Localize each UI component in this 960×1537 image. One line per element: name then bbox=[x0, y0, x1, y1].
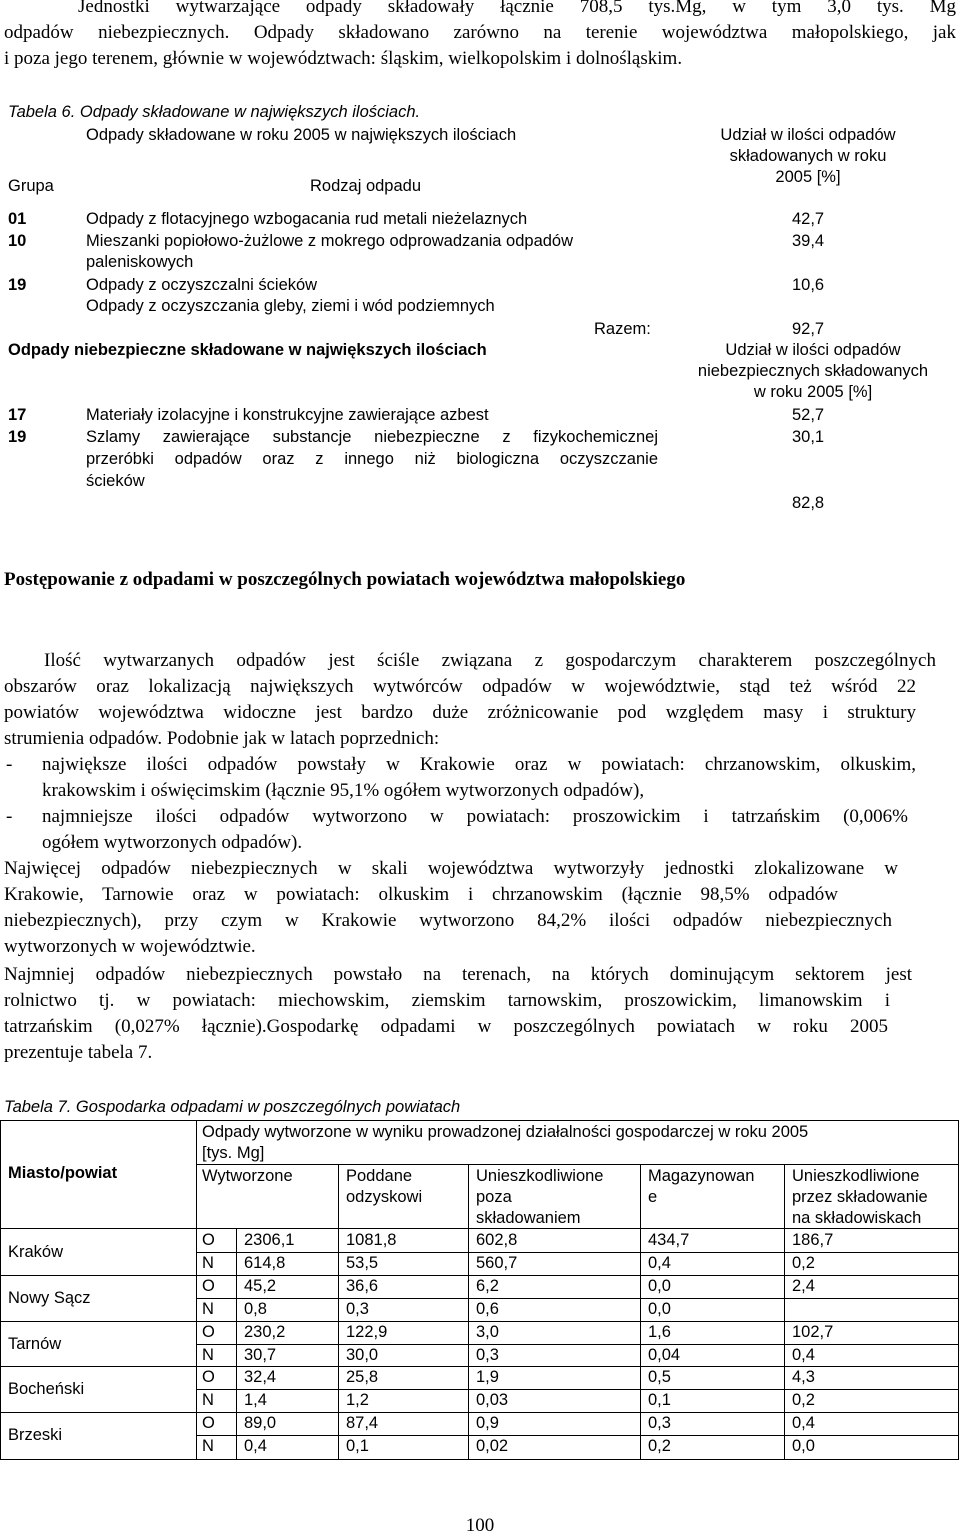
intro-line-1: Jednostki wytwarzające odpady składowały łącznie 708,5 tys.Mg, w tym 3,0 tys. Mg bbox=[78, 0, 956, 17]
t7-cell: 30,0 bbox=[346, 1345, 379, 1364]
t7-cell: 2306,1 bbox=[244, 1231, 295, 1249]
body-p2-line1: Najwięcej odpadów niebezpiecznych w skali województwa wytworzyły jednostki zlokalizowane w bbox=[4, 858, 898, 879]
t7-cell: 0,3 bbox=[648, 1414, 671, 1433]
t7-line-left bbox=[0, 1120, 1, 1460]
table6-header-group: Grupa bbox=[8, 177, 54, 195]
t7-cell: 230,2 bbox=[244, 1322, 286, 1341]
bullet1-line2: krakowskim i oświęcimskim (łącznie 95,1% ogółem wytworzonych odpadów), bbox=[42, 780, 645, 801]
t7-line-c4 bbox=[784, 1164, 785, 1460]
t6-row1-value: 42,7 bbox=[792, 210, 825, 228]
body-p3-line3: tatrzańskim (0,027% łącznie).Gospodarkę odpadami w poszczególnych powiatach w roku 2005 bbox=[4, 1016, 888, 1037]
t7-cell: 0,2 bbox=[792, 1253, 815, 1272]
body-p3-line4: prezentuje tabela 7. bbox=[4, 1042, 153, 1063]
t7-col-wytworzone bbox=[202, 1166, 293, 1187]
t6-row1-group: 01 bbox=[8, 210, 27, 228]
t7-cell: 0,4 bbox=[792, 1414, 815, 1433]
t7-cell: 560,7 bbox=[476, 1253, 518, 1272]
t6-row2-text-2: paleniskowych bbox=[86, 253, 194, 271]
t7-cell: 614,8 bbox=[244, 1253, 286, 1272]
t6-total-label: Razem: bbox=[594, 320, 651, 338]
bullet1-line1: największe ilości odpadów powstały w Krakowie oraz w powiatach: chrzanowskim, olkuskim, bbox=[42, 754, 916, 775]
bullet2-line2: ogółem wytworzonych odpadów). bbox=[42, 832, 303, 853]
t6-hrow2-text-2: przeróbki odpadów oraz z innego niż biologiczna oczyszczanie bbox=[86, 450, 658, 468]
t7-col-skladowanie bbox=[792, 1166, 928, 1229]
t7-line-right bbox=[958, 1120, 959, 1460]
t6-hrow2-text-1: Szlamy zawierające substancje niebezpieczne z fizykochemicznej bbox=[86, 428, 658, 446]
t7-cell: 0,04 bbox=[648, 1345, 681, 1364]
col4-l1: Magazynowan bbox=[648, 1167, 755, 1185]
t7-cell: 0,4 bbox=[648, 1253, 671, 1272]
col3-l3: składowaniem bbox=[476, 1209, 581, 1227]
bullet1-dash: - bbox=[6, 754, 13, 775]
t7-col-unieszk-poza bbox=[476, 1166, 603, 1229]
t7-cell: 25,8 bbox=[346, 1368, 379, 1387]
t7-cell: 0,2 bbox=[648, 1437, 671, 1456]
t7-cell: 1,9 bbox=[476, 1368, 499, 1387]
t7-header-city: Miasto/powiat bbox=[8, 1164, 118, 1182]
intro-line-3: i poza jego terenem, głównie w województwach: śląskim, wielkopolskim i dolnośląskim. bbox=[4, 48, 683, 69]
t6-hrow1-group: 17 bbox=[8, 406, 27, 424]
table7-caption: Tabela 7. Gospodarka odpadami w poszczególnych powiatach bbox=[4, 1098, 461, 1116]
t6-total-value: 92,7 bbox=[792, 320, 825, 338]
t7-cell: 1081,8 bbox=[346, 1231, 397, 1249]
t7-line-c3 bbox=[640, 1164, 641, 1460]
t6-row3-group: 19 bbox=[8, 276, 27, 294]
t7-row-sep-mid-4 bbox=[196, 1435, 959, 1436]
t6-hazardous-total: 82,8 bbox=[792, 494, 825, 512]
col5-l2: przez składowanie bbox=[792, 1188, 928, 1206]
t7-cell: 2,4 bbox=[792, 1276, 815, 1295]
t7-cell: 53,5 bbox=[346, 1253, 379, 1272]
t7-line-c2 bbox=[468, 1164, 469, 1460]
t7-line-c1 bbox=[338, 1164, 339, 1460]
share-line-3: 2005 [%] bbox=[775, 168, 841, 186]
t7-cell: 0,8 bbox=[244, 1299, 267, 1318]
t7-cell: 45,2 bbox=[244, 1276, 277, 1295]
t7-cell: 89,0 bbox=[244, 1414, 277, 1433]
t7-cell: 32,4 bbox=[244, 1368, 277, 1387]
col4-l2: e bbox=[648, 1188, 658, 1206]
t7-row-sep-mid-1 bbox=[196, 1298, 959, 1299]
t7-label-N: N bbox=[202, 1437, 214, 1456]
t7-city-4: Brzeski bbox=[8, 1426, 63, 1445]
t7-cell: 1,4 bbox=[244, 1391, 267, 1410]
t7-cell: 0,0 bbox=[792, 1437, 815, 1456]
t7-label-O: O bbox=[202, 1231, 215, 1249]
t7-cell: 0,1 bbox=[346, 1437, 369, 1456]
t7-line-bottom bbox=[0, 1459, 959, 1460]
t7-cell: 0,5 bbox=[648, 1368, 671, 1387]
t6-hrow2-text-3: ścieków bbox=[86, 472, 145, 490]
intro-line-2: odpadów niebezpiecznych. Odpady składowano zarówno na terenie województwa małopolskiego, jak bbox=[4, 22, 956, 43]
t7-cell: 3,0 bbox=[476, 1322, 499, 1341]
table6-header-share bbox=[676, 125, 940, 188]
col5-l3: na składowiskach bbox=[792, 1209, 922, 1227]
t7-cell: 0,2 bbox=[792, 1391, 815, 1410]
t7-header-span-1: Odpady wytworzone w wyniku prowadzonej działalności gospodarczej w roku 2005 bbox=[202, 1123, 809, 1141]
t7-cell: 122,9 bbox=[346, 1322, 388, 1341]
t7-cell: 186,7 bbox=[792, 1231, 834, 1249]
t7-row-sep-mid-3 bbox=[196, 1389, 959, 1390]
page-number: 100 bbox=[465, 1515, 495, 1536]
t7-cell: 4,3 bbox=[792, 1368, 815, 1387]
t7-label-N: N bbox=[202, 1253, 214, 1272]
t7-cell: 1,6 bbox=[648, 1322, 671, 1341]
t7-cell: 30,7 bbox=[244, 1345, 277, 1364]
col3-l1: Unieszkodliwione bbox=[476, 1167, 604, 1185]
t7-label-O: O bbox=[202, 1276, 215, 1295]
body-p1-line4: strumienia odpadów. Podobnie jak w latach poprzednich: bbox=[4, 728, 440, 749]
t7-row-sep-mid-2 bbox=[196, 1344, 959, 1345]
t7-line-top bbox=[0, 1120, 959, 1121]
table6-header-main: Odpady składowane w roku 2005 w największych ilościach bbox=[86, 126, 517, 144]
t6-hrow1-text: Materiały izolacyjne i konstrukcyjne zawierające azbest bbox=[86, 406, 489, 424]
t6-row2-group: 10 bbox=[8, 232, 27, 250]
t7-col-magazyn bbox=[648, 1166, 754, 1208]
body-p3-line2: rolnictwo tj. w powiatach: miechowskim, ziemskim tarnowskim, proszowickim, limanowskim i bbox=[4, 990, 890, 1011]
col1-l1: Wytworzone bbox=[202, 1167, 293, 1185]
t7-cell: 0,4 bbox=[244, 1437, 267, 1456]
t7-cell: 102,7 bbox=[792, 1322, 834, 1341]
table6-header-type: Rodzaj odpadu bbox=[310, 177, 422, 195]
t7-line-subheader bbox=[196, 1164, 959, 1165]
body-p1-line2: obszarów oraz lokalizacją największych wytwórców odpadów w województwie, stąd też wśród 22 bbox=[4, 676, 916, 697]
body-p2-line3: niebezpiecznych), przy czym w Krakowie wytworzono 84,2% ilości odpadów niebezpiecznych bbox=[4, 910, 892, 931]
t6-hrow1-value: 52,7 bbox=[792, 406, 825, 424]
t7-cell: 0,0 bbox=[648, 1276, 671, 1295]
body-p2-line4: wytworzonych w województwie. bbox=[4, 936, 256, 957]
t7-cell: 0,9 bbox=[476, 1414, 499, 1433]
hshare-line-1: Udział w ilości odpadów bbox=[725, 341, 901, 359]
hshare-line-2: niebezpiecznych składowanych bbox=[697, 362, 929, 380]
t6-hazardous-header: Odpady niebezpieczne składowane w największych ilościach bbox=[8, 341, 487, 359]
table7 bbox=[0, 1120, 960, 1460]
col5-l1: Unieszkodliwione bbox=[792, 1167, 920, 1185]
t6-hazardous-share bbox=[676, 340, 950, 403]
body-p3-line1: Najmniej odpadów niebezpiecznych powstało na terenach, na których dominującym sektorem jest bbox=[4, 964, 912, 985]
t6-row2-text-1: Mieszanki popiołowo-żużlowe z mokrego odprowadzania odpadów bbox=[86, 232, 574, 250]
t7-cell: 0,03 bbox=[476, 1391, 509, 1410]
t7-line-city bbox=[196, 1120, 197, 1460]
t7-city-1: Nowy Sącz bbox=[8, 1288, 91, 1307]
t7-city-2: Tarnów bbox=[8, 1334, 62, 1353]
t7-cell: 602,8 bbox=[476, 1231, 518, 1249]
t7-label-N: N bbox=[202, 1345, 214, 1364]
t7-cell: 0,4 bbox=[792, 1345, 815, 1364]
t7-cell: 434,7 bbox=[648, 1231, 690, 1249]
col2-l2: odzyskowi bbox=[346, 1188, 423, 1206]
body-p2-line2: Krakowie, Tarnowie oraz w powiatach: olkuskim i chrzanowskim (łącznie 98,5% odpadów bbox=[4, 884, 838, 905]
t6-row3-text-1: Odpady z oczyszczalni ścieków bbox=[86, 276, 318, 294]
hshare-line-3: w roku 2005 [%] bbox=[753, 383, 873, 401]
t7-cell: 0,3 bbox=[476, 1345, 499, 1364]
t7-header-span-2: [tys. Mg] bbox=[202, 1144, 265, 1162]
t7-label-N: N bbox=[202, 1391, 214, 1410]
t6-hrow2-group: 19 bbox=[8, 428, 27, 446]
t7-label-O: O bbox=[202, 1368, 215, 1387]
t7-cell: 0,0 bbox=[648, 1299, 671, 1318]
t7-row-sep-mid-0 bbox=[196, 1252, 959, 1253]
table6-caption: Tabela 6. Odpady składowane w największych ilościach. bbox=[8, 103, 421, 121]
t6-row1-text: Odpady z flotacyjnego wzbogacania rud metali nieżelaznych bbox=[86, 210, 528, 228]
share-line-2: składowanych w roku bbox=[729, 147, 887, 165]
t7-cell: 0,02 bbox=[476, 1437, 509, 1456]
t6-hrow2-value: 30,1 bbox=[792, 428, 825, 446]
t6-row2-value: 39,4 bbox=[792, 232, 825, 250]
t7-col-odzysk bbox=[346, 1166, 422, 1208]
t7-label-N: N bbox=[202, 1299, 214, 1318]
t7-cell: 6,2 bbox=[476, 1276, 499, 1295]
body-p1-line3: powiatów województwa widoczne jest bardzo duże zróżnicowanie pod względem masy i struktury bbox=[4, 702, 916, 723]
t7-city-0: Kraków bbox=[8, 1242, 64, 1261]
t7-cell: 87,4 bbox=[346, 1414, 379, 1433]
t7-cell: 0,1 bbox=[648, 1391, 671, 1410]
body-p1-line1: Ilość wytwarzanych odpadów jest ściśle związana z gospodarczym charakterem poszczególnych bbox=[44, 650, 936, 671]
bullet2-line1: najmniejsze ilości odpadów wytworzono w powiatach: proszowickim i tatrzańskim (0,006% bbox=[42, 806, 908, 827]
col3-l2: poza bbox=[476, 1188, 512, 1206]
t6-row3-value: 10,6 bbox=[792, 276, 825, 294]
share-line-1: Udział w ilości odpadów bbox=[720, 126, 896, 144]
t7-label-O: O bbox=[202, 1322, 215, 1341]
t7-cell: 0,6 bbox=[476, 1299, 499, 1318]
t7-cell: 36,6 bbox=[346, 1276, 379, 1295]
section-title: Postępowanie z odpadami w poszczególnych powiatach województwa małopolskiego bbox=[4, 569, 686, 590]
t7-city-3: Bocheński bbox=[8, 1380, 85, 1399]
t7-cell: 1,2 bbox=[346, 1391, 369, 1410]
bullet2-dash: - bbox=[6, 806, 13, 827]
t7-label-O: O bbox=[202, 1414, 215, 1433]
col2-l1: Poddane bbox=[346, 1167, 413, 1185]
t7-cell: 0,3 bbox=[346, 1299, 369, 1318]
t6-row3-text-2: Odpady z oczyszczania gleby, ziemi i wód podziemnych bbox=[86, 297, 495, 315]
